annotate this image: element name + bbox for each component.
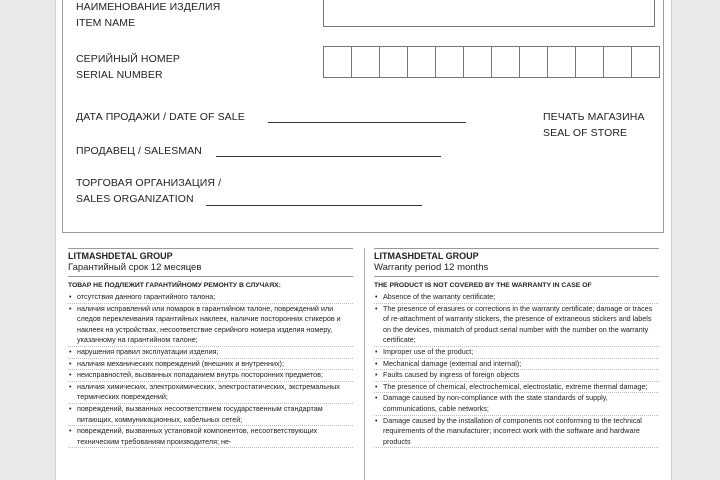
list-item: • Damage caused by the installation of components not conforming to the technical requirements of the manufacturer; incorrect work with the software and hardware products xyxy=(374,416,659,449)
list-item: • неисправностей, вызванных попаданием внутрь посторонних предметов; xyxy=(68,370,353,382)
serial-cell[interactable] xyxy=(491,46,520,78)
list-item: • Absence of the warranty certificate; xyxy=(374,292,659,304)
company-name-ru: LITMASHDETAL GROUP xyxy=(68,248,353,262)
serial-cell[interactable] xyxy=(575,46,604,78)
serial-label-en: SERIAL NUMBER xyxy=(76,69,163,81)
terms-column-en xyxy=(374,248,659,448)
serial-cell[interactable] xyxy=(603,46,632,78)
list-item: • Faults caused by ingress of foreign objects xyxy=(374,370,659,382)
item-name-field[interactable] xyxy=(323,0,655,27)
warranty-terms xyxy=(68,248,658,480)
date-of-sale-label: ДАТА ПРОДАЖИ / DATE OF SALE xyxy=(76,111,245,123)
serial-cell[interactable] xyxy=(519,46,548,78)
column-divider xyxy=(364,248,365,480)
list-item: • отсутствия данного гарантийного талона; xyxy=(68,292,353,304)
serial-number-cells[interactable] xyxy=(323,46,659,78)
serial-cell[interactable] xyxy=(323,46,352,78)
item-name-label-en: ITEM NAME xyxy=(76,17,136,29)
sale-details-frame xyxy=(62,0,664,233)
sales-org-line[interactable] xyxy=(206,205,422,206)
serial-cell[interactable] xyxy=(547,46,576,78)
list-item: • наличия исправлений или помарок в гарантийном талоне, повреждений или следов переклеивания гарантийных наклеек, наличие посторонних стикеров и наклеек на устройствах, несоответствие серийного номера изделия номеру, указанному на гарантийном талоне; xyxy=(68,304,353,347)
seal-label-en: SEAL OF STORE xyxy=(543,127,628,139)
exclusions-list-ru xyxy=(68,292,353,448)
salesman-line[interactable] xyxy=(216,156,441,157)
list-item: • наличия химических, электрохимических, электростатических, экстремальных термических повреждений; xyxy=(68,382,353,404)
serial-cell[interactable] xyxy=(351,46,380,78)
exclusions-list-en xyxy=(374,292,659,448)
warranty-period-ru: Гарантийный срок 12 месяцев xyxy=(68,262,353,277)
list-item: • The presence of erasures or corrections in the warranty certificate; damage or traces of re-attachment of warranty stickers, the presence of extraneous stickers and labels on the devices, mismatch of product serial number with the number on the warranty certificate; xyxy=(374,304,659,347)
serial-cell[interactable] xyxy=(435,46,464,78)
sales-org-label-ru: ТОРГОВАЯ ОРГАНИЗАЦИЯ / xyxy=(76,177,222,189)
list-item: • The presence of chemical, electrochemical, electrostatic, extreme thermal damage; xyxy=(374,382,659,394)
sales-org-label-en: SALES ORGANIZATION xyxy=(76,193,194,205)
item-name-label-ru: НАИМЕНОВАНИЕ ИЗДЕЛИЯ xyxy=(76,1,221,13)
warranty-card-page xyxy=(55,0,672,480)
exclusions-heading-en: THE PRODUCT IS NOT COVERED BY THE WARRANTY IN CASE OF xyxy=(374,282,592,289)
serial-cell[interactable] xyxy=(407,46,436,78)
warranty-period-en: Warranty period 12 months xyxy=(374,262,659,277)
seal-label-ru: ПЕЧАТЬ МАГАЗИНА xyxy=(543,111,645,123)
list-item: • Mechanical damage (external and internal); xyxy=(374,359,659,371)
serial-label-ru: СЕРИЙНЫЙ НОМЕР xyxy=(76,53,180,65)
company-name-en: LITMASHDETAL GROUP xyxy=(374,248,659,262)
list-item: • нарушения правил эксплуатации изделия; xyxy=(68,347,353,359)
list-item: • Improper use of the product; xyxy=(374,347,659,359)
list-item: • наличия механических повреждений (внешних и внутренних); xyxy=(68,359,353,371)
exclusions-heading-ru: ТОВАР НЕ ПОДЛЕЖИТ ГАРАНТИЙНОМУ РЕМОНТУ В СЛУЧАЯХ: xyxy=(68,282,281,289)
terms-column-ru xyxy=(68,248,353,448)
serial-cell[interactable] xyxy=(631,46,660,78)
date-of-sale-line[interactable] xyxy=(268,122,466,123)
list-item: • повреждений, вызванных несоответствием государственным стандартам питающих, коммуникационных, кабельных сетей; xyxy=(68,404,353,426)
list-item: • повреждений, вызванных установкой компонентов, несоответствующих техническим требованиям производителя; не- xyxy=(68,426,353,448)
serial-cell[interactable] xyxy=(379,46,408,78)
list-item: • Damage caused by non-compliance with the state standards of supply, communications, cable networks; xyxy=(374,393,659,415)
salesman-label: ПРОДАВЕЦ / SALESMAN xyxy=(76,145,202,157)
serial-cell[interactable] xyxy=(463,46,492,78)
